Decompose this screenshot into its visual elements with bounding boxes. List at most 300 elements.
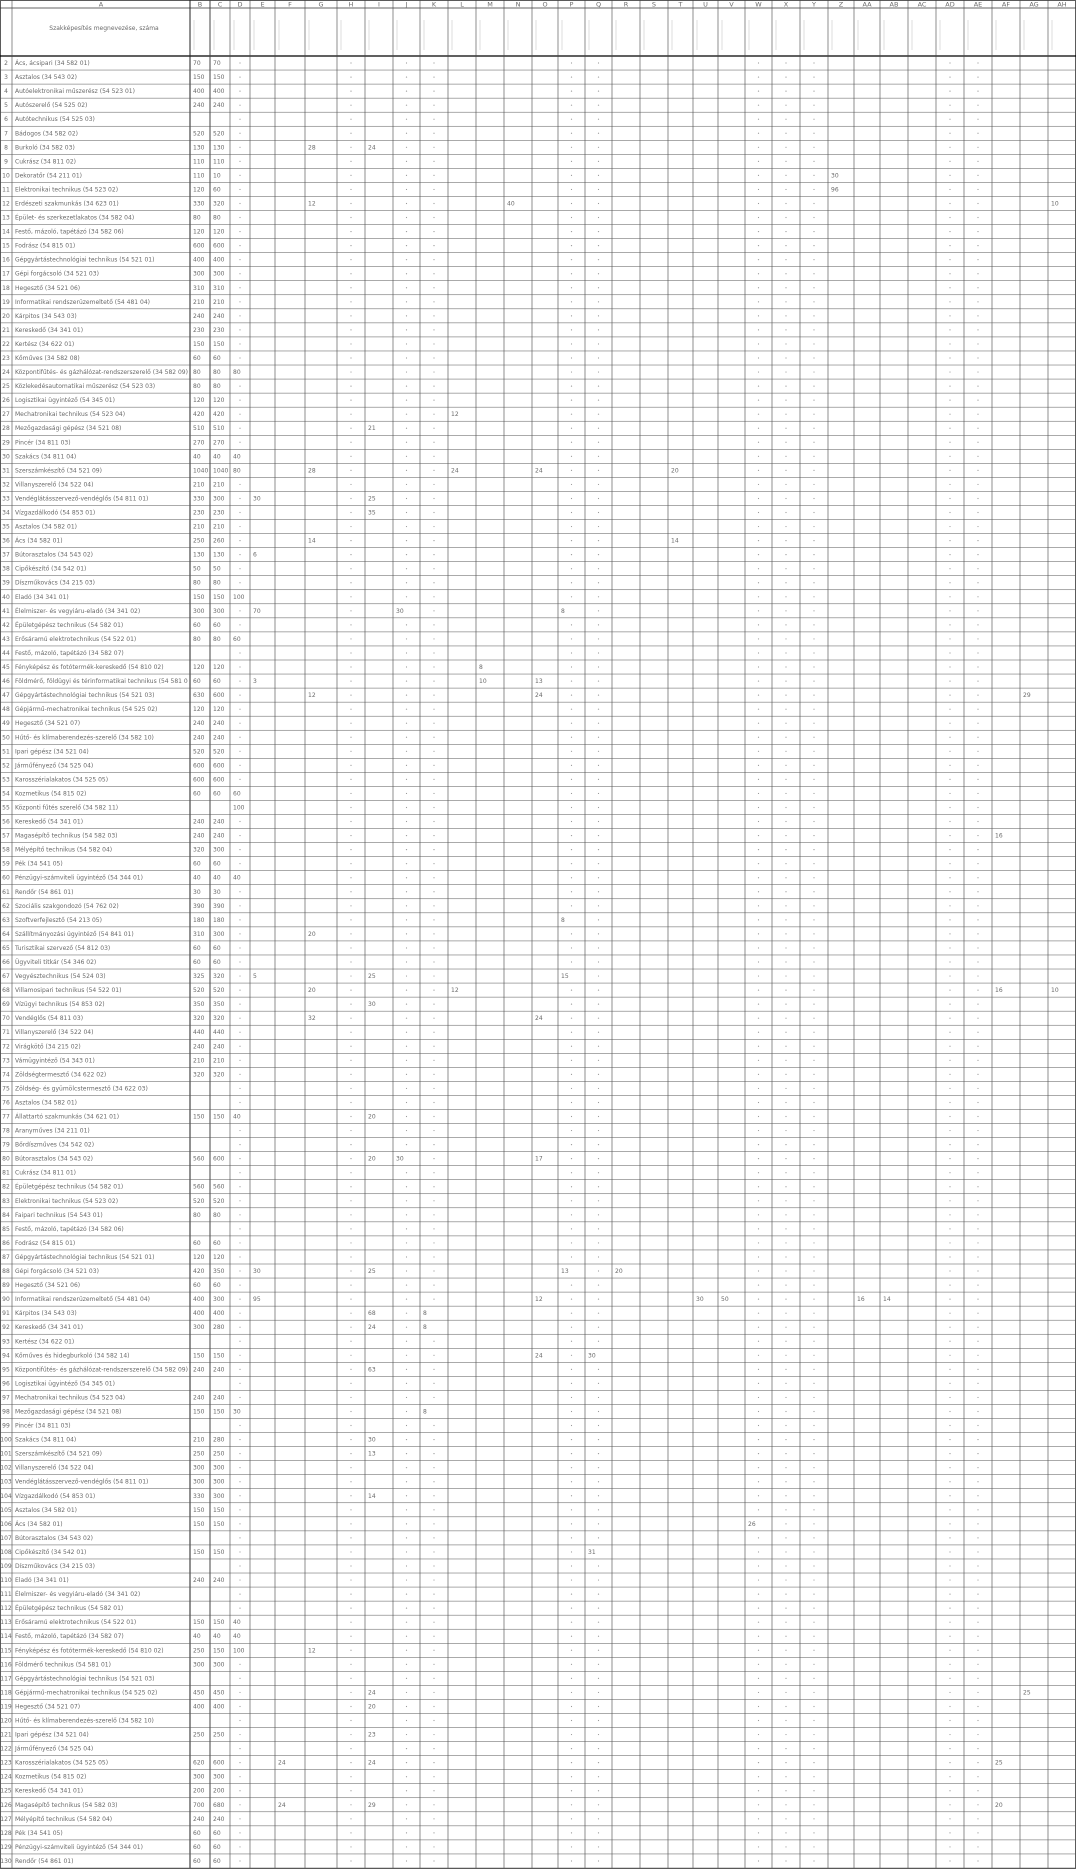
row-number[interactable]: 47	[2, 692, 10, 700]
cell-B[interactable]: 520	[193, 130, 205, 138]
row-number[interactable]: 15	[2, 242, 10, 250]
cell-C[interactable]: 280	[213, 1436, 225, 1444]
cell-C[interactable]: 320	[213, 973, 225, 981]
cell-I[interactable]: 30	[368, 1001, 376, 1009]
cell-AB[interactable]: 14	[883, 1296, 891, 1304]
cell-B[interactable]: 240	[193, 734, 205, 742]
cell-C[interactable]: 240	[213, 312, 225, 320]
cell-C[interactable]: 230	[213, 509, 225, 517]
row-number[interactable]: 73	[2, 1057, 10, 1065]
cell-B[interactable]: 400	[193, 256, 205, 264]
cell-C[interactable]: 60	[213, 621, 221, 629]
cell-C[interactable]: 10	[213, 172, 221, 180]
cell-D[interactable]: 40	[233, 1619, 241, 1627]
column-letter-D[interactable]: D	[237, 0, 243, 9]
row-number[interactable]: 87	[2, 1253, 10, 1261]
cell-E[interactable]: 70	[253, 607, 261, 615]
row-number[interactable]: 38	[2, 565, 10, 573]
cell-B[interactable]: 60	[193, 860, 201, 868]
column-letter-V[interactable]: V	[729, 0, 734, 9]
cell-C[interactable]: 240	[213, 818, 225, 826]
cell-U[interactable]: 30	[696, 1296, 704, 1304]
cell-L[interactable]: 24	[451, 467, 459, 475]
cell-L[interactable]: 12	[451, 411, 459, 419]
cell-C[interactable]: 150	[213, 1408, 225, 1416]
cell-D[interactable]: 100	[233, 593, 245, 601]
cell-AG[interactable]: 29	[1023, 692, 1031, 700]
cell-B[interactable]: 250	[193, 1450, 205, 1458]
row-number[interactable]: 103	[0, 1478, 12, 1486]
row-number[interactable]: 42	[2, 621, 10, 629]
cell-C[interactable]: 1040	[213, 467, 229, 475]
row-number[interactable]: 92	[2, 1324, 10, 1332]
cell-C[interactable]: 240	[213, 720, 225, 728]
row-number[interactable]: 37	[2, 551, 10, 559]
cell-C[interactable]: 270	[213, 439, 225, 447]
cell-G[interactable]: 32	[308, 1015, 316, 1023]
row-number[interactable]: 121	[0, 1731, 12, 1739]
row-number[interactable]: 11	[2, 186, 10, 194]
cell-J[interactable]: 30	[396, 1155, 404, 1163]
cell-F[interactable]: 24	[278, 1801, 286, 1809]
cell-G[interactable]: 14	[308, 537, 316, 545]
row-number[interactable]: 127	[0, 1815, 12, 1823]
cell-B[interactable]: 110	[193, 172, 205, 180]
cell-B[interactable]: 130	[193, 551, 205, 559]
cell-B[interactable]: 600	[193, 242, 205, 250]
column-letter-I[interactable]: I	[378, 0, 380, 9]
row-number[interactable]: 99	[2, 1422, 10, 1430]
cell-C[interactable]: 80	[213, 214, 221, 222]
cell-B[interactable]: 80	[193, 1211, 201, 1219]
cell-B[interactable]: 520	[193, 748, 205, 756]
cell-O[interactable]: 24	[535, 467, 543, 475]
row-number[interactable]: 56	[2, 818, 10, 826]
row-number[interactable]: 72	[2, 1043, 10, 1051]
cell-B[interactable]: 60	[193, 1282, 201, 1290]
row-number[interactable]: 7	[4, 130, 8, 138]
row-number[interactable]: 28	[2, 425, 10, 433]
cell-C[interactable]: 300	[213, 270, 225, 278]
cell-C[interactable]: 240	[213, 1366, 225, 1374]
cell-C[interactable]: 130	[213, 144, 225, 152]
cell-B[interactable]: 300	[193, 1324, 205, 1332]
cell-C[interactable]: 150	[213, 1113, 225, 1121]
cell-C[interactable]: 80	[213, 369, 221, 377]
row-number[interactable]: 53	[2, 776, 10, 784]
cell-C[interactable]: 180	[213, 916, 225, 924]
cell-I[interactable]: 20	[368, 1113, 376, 1121]
cell-K[interactable]: 8	[423, 1408, 427, 1416]
row-number[interactable]: 107	[0, 1534, 12, 1542]
row-number[interactable]: 67	[2, 973, 10, 981]
cell-J[interactable]: 30	[396, 607, 404, 615]
column-letter-A[interactable]: A	[98, 0, 104, 9]
cell-C[interactable]: 30	[213, 888, 221, 896]
cell-C[interactable]: 200	[213, 1787, 225, 1795]
cell-B[interactable]: 70	[193, 60, 201, 68]
cell-M[interactable]: 8	[479, 664, 483, 672]
row-number[interactable]: 21	[2, 326, 10, 334]
cell-B[interactable]: 180	[193, 916, 205, 924]
cell-C[interactable]: 400	[213, 1703, 225, 1711]
column-letter-AH[interactable]: AH	[1057, 0, 1067, 9]
cell-B[interactable]: 60	[193, 1857, 201, 1865]
row-number[interactable]: 6	[4, 116, 8, 124]
column-letter-AG[interactable]: AG	[1029, 0, 1039, 9]
cell-D[interactable]: 40	[233, 1113, 241, 1121]
cell-AH[interactable]: 10	[1051, 200, 1059, 208]
cell-D[interactable]: 80	[233, 369, 241, 377]
cell-P[interactable]: 13	[561, 1268, 569, 1276]
cell-B[interactable]: 520	[193, 987, 205, 995]
row-number[interactable]: 83	[2, 1197, 10, 1205]
column-letter-AE[interactable]: AE	[973, 0, 983, 9]
cell-G[interactable]: 28	[308, 144, 316, 152]
row-number[interactable]: 51	[2, 748, 10, 756]
cell-I[interactable]: 68	[368, 1310, 376, 1318]
cell-C[interactable]: 60	[213, 860, 221, 868]
cell-B[interactable]: 400	[193, 1310, 205, 1318]
cell-C[interactable]: 240	[213, 1815, 225, 1823]
cell-B[interactable]: 240	[193, 832, 205, 840]
cell-C[interactable]: 150	[213, 1548, 225, 1556]
cell-AF[interactable]: 16	[995, 832, 1003, 840]
row-number[interactable]: 79	[2, 1141, 10, 1149]
row-number[interactable]: 45	[2, 664, 10, 672]
row-number[interactable]: 84	[2, 1211, 10, 1219]
cell-C[interactable]: 300	[213, 1478, 225, 1486]
column-letter-Q[interactable]: Q	[595, 0, 602, 9]
cell-Z[interactable]: 30	[831, 172, 839, 180]
row-number[interactable]: 97	[2, 1394, 10, 1402]
row-number[interactable]: 24	[2, 369, 10, 377]
row-number[interactable]: 82	[2, 1183, 10, 1191]
cell-C[interactable]: 60	[213, 959, 221, 966]
cell-E[interactable]: 30	[253, 1268, 261, 1276]
cell-B[interactable]: 420	[193, 411, 205, 419]
cell-B[interactable]: 630	[193, 692, 205, 700]
cell-C[interactable]: 60	[213, 1843, 221, 1851]
row-number[interactable]: 108	[0, 1548, 12, 1556]
row-number[interactable]: 78	[2, 1127, 10, 1135]
cell-B[interactable]: 300	[193, 1773, 205, 1781]
cell-B[interactable]: 240	[193, 818, 205, 826]
cell-B[interactable]: 120	[193, 1253, 205, 1261]
cell-B[interactable]: 240	[193, 102, 205, 110]
row-number[interactable]: 85	[2, 1225, 10, 1233]
cell-Q[interactable]: 30	[588, 1352, 596, 1360]
cell-C[interactable]: 600	[213, 762, 225, 770]
cell-C[interactable]: 230	[213, 326, 225, 334]
row-number[interactable]: 118	[0, 1689, 12, 1697]
cell-C[interactable]: 350	[213, 1268, 225, 1276]
cell-B[interactable]: 60	[193, 621, 201, 629]
row-number[interactable]: 30	[2, 453, 10, 461]
cell-B[interactable]: 120	[193, 186, 205, 194]
row-number[interactable]: 50	[2, 734, 10, 742]
row-number[interactable]: 124	[0, 1773, 12, 1781]
cell-C[interactable]: 80	[213, 579, 221, 587]
row-number[interactable]: 106	[0, 1520, 12, 1528]
row-number[interactable]: 23	[2, 355, 10, 362]
cell-I[interactable]: 24	[368, 1759, 376, 1767]
cell-Z[interactable]: 96	[831, 186, 839, 194]
cell-C[interactable]: 400	[213, 88, 225, 96]
cell-Q[interactable]: 31	[588, 1548, 596, 1556]
cell-AA[interactable]: 16	[857, 1296, 865, 1304]
cell-B[interactable]: 120	[193, 664, 205, 672]
cell-C[interactable]: 310	[213, 284, 225, 292]
cell-B[interactable]: 150	[193, 1520, 205, 1528]
cell-C[interactable]: 450	[213, 1689, 225, 1697]
row-number[interactable]: 63	[2, 916, 10, 924]
cell-B[interactable]: 60	[193, 959, 201, 966]
cell-C[interactable]: 600	[213, 776, 225, 784]
cell-C[interactable]: 110	[213, 158, 225, 166]
cell-I[interactable]: 25	[368, 973, 376, 981]
row-number[interactable]: 43	[2, 635, 10, 643]
column-letter-C[interactable]: C	[217, 0, 223, 9]
cell-B[interactable]: 150	[193, 340, 205, 348]
cell-C[interactable]: 250	[213, 1450, 225, 1458]
cell-E[interactable]: 95	[253, 1296, 261, 1304]
cell-E[interactable]: 5	[253, 973, 257, 981]
row-number[interactable]: 122	[0, 1745, 12, 1753]
column-letter-AD[interactable]: AD	[945, 0, 955, 9]
cell-B[interactable]: 350	[193, 1001, 205, 1009]
cell-C[interactable]: 300	[213, 1296, 225, 1304]
row-number[interactable]: 9	[4, 158, 8, 166]
cell-B[interactable]: 325	[193, 973, 205, 981]
cell-B[interactable]: 150	[193, 1619, 205, 1627]
row-number[interactable]: 39	[2, 579, 10, 587]
row-number[interactable]: 130	[0, 1857, 12, 1865]
column-letter-U[interactable]: U	[703, 0, 708, 9]
cell-C[interactable]: 150	[213, 1520, 225, 1528]
cell-C[interactable]: 300	[213, 495, 225, 503]
row-number[interactable]: 4	[4, 88, 8, 96]
column-letter-H[interactable]: H	[348, 0, 354, 9]
row-number[interactable]: 110	[0, 1577, 12, 1585]
cell-D[interactable]: 60	[233, 635, 241, 643]
row-number[interactable]: 95	[2, 1366, 10, 1374]
row-number[interactable]: 22	[2, 340, 10, 348]
cell-C[interactable]: 60	[213, 678, 221, 686]
column-letter-E[interactable]: E	[260, 0, 265, 9]
cell-C[interactable]: 120	[213, 664, 225, 672]
row-number[interactable]: 101	[0, 1450, 12, 1458]
row-number[interactable]: 112	[0, 1605, 12, 1613]
cell-B[interactable]: 40	[193, 1633, 201, 1641]
row-number[interactable]: 104	[0, 1492, 12, 1500]
cell-B[interactable]: 400	[193, 1703, 205, 1711]
cell-B[interactable]: 320	[193, 1071, 205, 1079]
cell-C[interactable]: 300	[213, 1773, 225, 1781]
column-letter-AF[interactable]: AF	[1001, 0, 1011, 9]
cell-O[interactable]: 17	[535, 1155, 543, 1163]
cell-G[interactable]: 12	[308, 1647, 316, 1655]
cell-E[interactable]: 6	[253, 551, 257, 559]
cell-C[interactable]: 600	[213, 692, 225, 700]
row-number[interactable]: 18	[2, 284, 10, 292]
cell-O[interactable]: 24	[535, 1015, 543, 1023]
cell-B[interactable]: 620	[193, 1759, 205, 1767]
cell-I[interactable]: 30	[368, 1436, 376, 1444]
cell-C[interactable]: 50	[213, 565, 221, 573]
cell-C[interactable]: 120	[213, 1253, 225, 1261]
cell-B[interactable]: 450	[193, 1689, 205, 1697]
row-number[interactable]: 40	[2, 593, 10, 601]
cell-I[interactable]: 23	[368, 1731, 376, 1739]
row-number[interactable]: 20	[2, 312, 10, 320]
cell-C[interactable]: 150	[213, 340, 225, 348]
cell-B[interactable]: 110	[193, 158, 205, 166]
column-letter-X[interactable]: X	[783, 0, 789, 9]
row-number[interactable]: 2	[4, 60, 8, 68]
cell-I[interactable]: 63	[368, 1366, 376, 1374]
cell-B[interactable]: 240	[193, 1815, 205, 1823]
cell-B[interactable]: 150	[193, 1113, 205, 1121]
cell-C[interactable]: 210	[213, 481, 225, 489]
cell-D[interactable]: 40	[233, 874, 241, 882]
row-number[interactable]: 34	[2, 509, 10, 517]
cell-B[interactable]: 230	[193, 509, 205, 517]
cell-C[interactable]: 150	[213, 74, 225, 82]
cell-C[interactable]: 520	[213, 1197, 225, 1205]
cell-B[interactable]: 150	[193, 1506, 205, 1514]
cell-I[interactable]: 21	[368, 425, 376, 433]
row-number[interactable]: 55	[2, 804, 10, 812]
cell-P[interactable]: 8	[561, 607, 565, 615]
row-number[interactable]: 111	[0, 1591, 12, 1599]
cell-B[interactable]: 150	[193, 1548, 205, 1556]
cell-C[interactable]: 60	[213, 1239, 221, 1247]
column-letter-Z[interactable]: Z	[838, 0, 844, 9]
row-number[interactable]: 25	[2, 383, 10, 391]
column-letter-Y[interactable]: Y	[812, 0, 816, 9]
row-number[interactable]: 75	[2, 1085, 10, 1093]
cell-B[interactable]: 390	[193, 902, 205, 910]
cell-B[interactable]: 210	[193, 1436, 205, 1444]
cell-B[interactable]: 240	[193, 1043, 205, 1051]
cell-C[interactable]: 150	[213, 1647, 225, 1655]
cell-B[interactable]: 60	[193, 1843, 201, 1851]
column-letter-M[interactable]: M	[487, 0, 493, 9]
cell-D[interactable]: 40	[233, 453, 241, 461]
cell-R[interactable]: 20	[615, 1268, 623, 1276]
cell-C[interactable]: 400	[213, 256, 225, 264]
cell-B[interactable]: 320	[193, 846, 205, 854]
column-letter-R[interactable]: R	[623, 0, 629, 9]
cell-B[interactable]: 310	[193, 930, 205, 938]
row-number[interactable]: 115	[0, 1647, 12, 1655]
row-number[interactable]: 12	[2, 200, 10, 208]
row-number[interactable]: 64	[2, 930, 10, 938]
row-number[interactable]: 33	[2, 495, 10, 503]
cell-B[interactable]: 560	[193, 1183, 205, 1191]
column-letter-G[interactable]: G	[318, 0, 324, 9]
cell-W[interactable]: 26	[748, 1520, 756, 1528]
cell-C[interactable]: 60	[213, 186, 221, 194]
row-number[interactable]: 70	[2, 1015, 10, 1023]
cell-B[interactable]: 240	[193, 1366, 205, 1374]
cell-C[interactable]: 320	[213, 200, 225, 208]
row-number[interactable]: 49	[2, 720, 10, 728]
cell-C[interactable]: 150	[213, 1619, 225, 1627]
cell-C[interactable]: 150	[213, 1352, 225, 1360]
row-number[interactable]: 14	[2, 228, 10, 236]
cell-C[interactable]: 70	[213, 60, 221, 68]
row-number[interactable]: 77	[2, 1113, 10, 1121]
cell-B[interactable]: 300	[193, 1478, 205, 1486]
cell-G[interactable]: 20	[308, 987, 316, 995]
cell-C[interactable]: 300	[213, 1464, 225, 1472]
row-number[interactable]: 125	[0, 1787, 12, 1795]
cell-B[interactable]: 300	[193, 1464, 205, 1472]
cell-I[interactable]: 25	[368, 495, 376, 503]
cell-B[interactable]: 60	[193, 790, 201, 798]
cell-B[interactable]: 30	[193, 888, 201, 896]
row-number[interactable]: 93	[2, 1338, 10, 1346]
cell-M[interactable]: 10	[479, 678, 487, 686]
cell-G[interactable]: 12	[308, 692, 316, 700]
cell-B[interactable]: 400	[193, 88, 205, 96]
cell-C[interactable]: 240	[213, 1394, 225, 1402]
cell-B[interactable]: 60	[193, 678, 201, 686]
cell-C[interactable]: 520	[213, 748, 225, 756]
cell-B[interactable]: 120	[193, 228, 205, 236]
cell-B[interactable]: 240	[193, 1577, 205, 1585]
cell-C[interactable]: 240	[213, 832, 225, 840]
row-number[interactable]: 3	[4, 74, 8, 82]
cell-B[interactable]: 120	[193, 397, 205, 405]
cell-B[interactable]: 400	[193, 1296, 205, 1304]
cell-C[interactable]: 120	[213, 397, 225, 405]
cell-C[interactable]: 240	[213, 1577, 225, 1585]
row-number[interactable]: 81	[2, 1169, 10, 1177]
cell-D[interactable]: 100	[233, 1647, 245, 1655]
cell-O[interactable]: 24	[535, 1352, 543, 1360]
row-number[interactable]: 71	[2, 1029, 10, 1037]
cell-C[interactable]: 520	[213, 987, 225, 995]
cell-D[interactable]: 40	[233, 1633, 241, 1641]
cell-C[interactable]: 520	[213, 130, 225, 138]
cell-B[interactable]: 560	[193, 1155, 205, 1163]
row-number[interactable]: 86	[2, 1239, 10, 1247]
cell-I[interactable]: 24	[368, 1689, 376, 1697]
column-letter-T[interactable]: T	[678, 0, 683, 9]
cell-T[interactable]: 14	[671, 537, 679, 545]
cell-B[interactable]: 330	[193, 495, 205, 503]
cell-C[interactable]: 600	[213, 1759, 225, 1767]
row-number[interactable]: 27	[2, 411, 10, 419]
cell-C[interactable]: 300	[213, 930, 225, 938]
cell-G[interactable]: 20	[308, 930, 316, 938]
row-number[interactable]: 120	[0, 1717, 12, 1725]
column-letter-L[interactable]: L	[460, 0, 464, 9]
cell-C[interactable]: 120	[213, 228, 225, 236]
row-number[interactable]: 62	[2, 902, 10, 910]
column-letter-N[interactable]: N	[515, 0, 521, 9]
cell-G[interactable]: 28	[308, 467, 316, 475]
row-number[interactable]: 116	[0, 1661, 12, 1669]
cell-B[interactable]: 700	[193, 1801, 205, 1809]
cell-C[interactable]: 510	[213, 425, 225, 433]
column-letter-B[interactable]: B	[197, 0, 203, 9]
column-letter-K[interactable]: K	[431, 0, 437, 9]
cell-G[interactable]: 12	[308, 200, 316, 208]
